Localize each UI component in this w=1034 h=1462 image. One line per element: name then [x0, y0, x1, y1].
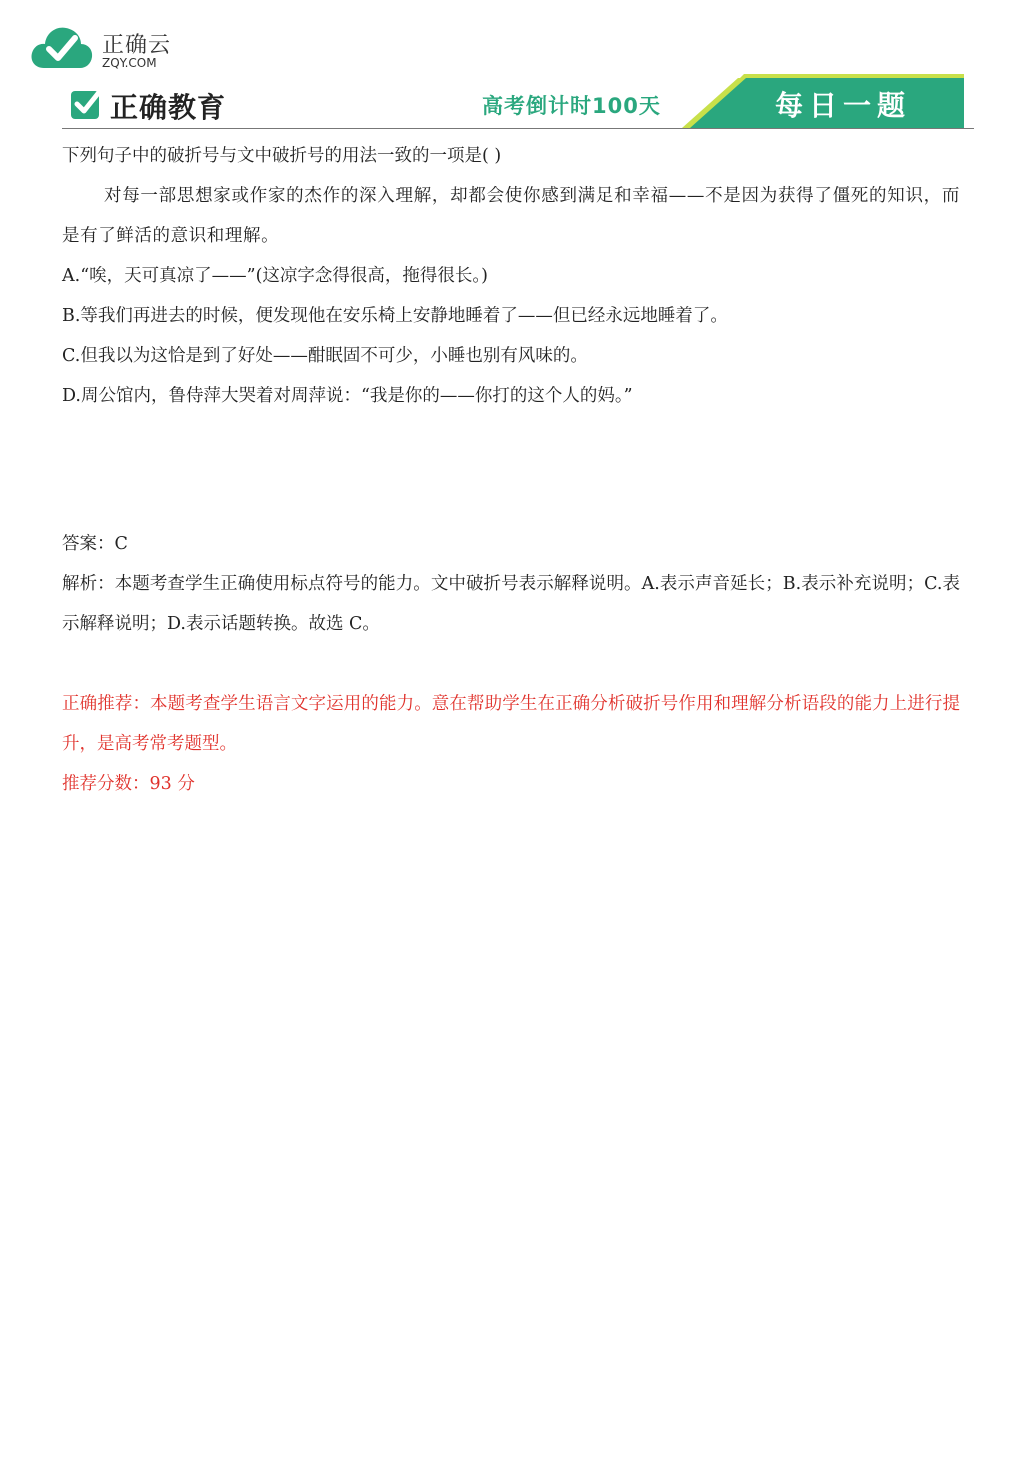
question-stem: 下列句子中的破折号与文中破折号的用法一致的一项是( ) — [62, 146, 502, 166]
question-passage: 对每一部思想家或作家的杰作的深入理解，却都会使你感到满足和幸福——不是因为获得了僵死的知识，而是有了鲜活的意识和理解。 — [62, 186, 960, 246]
question-content — [62, 136, 962, 804]
zqy-logo — [30, 22, 200, 76]
brand-title: 正确教育 — [110, 91, 227, 124]
header-divider — [62, 128, 974, 129]
answer-label: 答案：C — [62, 534, 128, 554]
countdown-text: 高考倒计时100天 — [482, 94, 661, 118]
option-b: B.等我们再进去的时候，便发现他在安乐椅上安静地睡着了——但已经永远地睡着了。 — [62, 306, 728, 326]
answer-analysis: 解析：本题考查学生正确使用标点符号的能力。文中破折号表示解释说明。A.表示声音延长；B.表示补充说明；C.表示解释说明；D.表示话题转换。故选 C。 — [62, 574, 960, 634]
option-a: A.“唉，天可真凉了——”(这凉字念得很高，拖得很长。) — [62, 266, 488, 286]
logo-name: 正确云 — [102, 33, 172, 58]
recommendation-text: 正确推荐：本题考查学生语言文字运用的能力。意在帮助学生在正确分析破折号作用和理解分析语段的能力上进行提升，是高考常考题型。 — [62, 694, 960, 754]
option-d: D.周公馆内，鲁侍萍大哭着对周萍说：“我是你的——你打的这个人的妈。” — [62, 386, 633, 406]
checkbox-check-icon — [70, 88, 102, 120]
logo-domain: ZQY.COM — [102, 56, 157, 70]
cloud-check-icon — [30, 24, 94, 72]
banner-label: 每日一题 — [775, 89, 912, 122]
recommendation-score: 推荐分数：93 分 — [62, 774, 195, 794]
option-c: C.但我以为这恰是到了好处——酣眠固不可少，小睡也别有风味的。 — [62, 346, 588, 366]
